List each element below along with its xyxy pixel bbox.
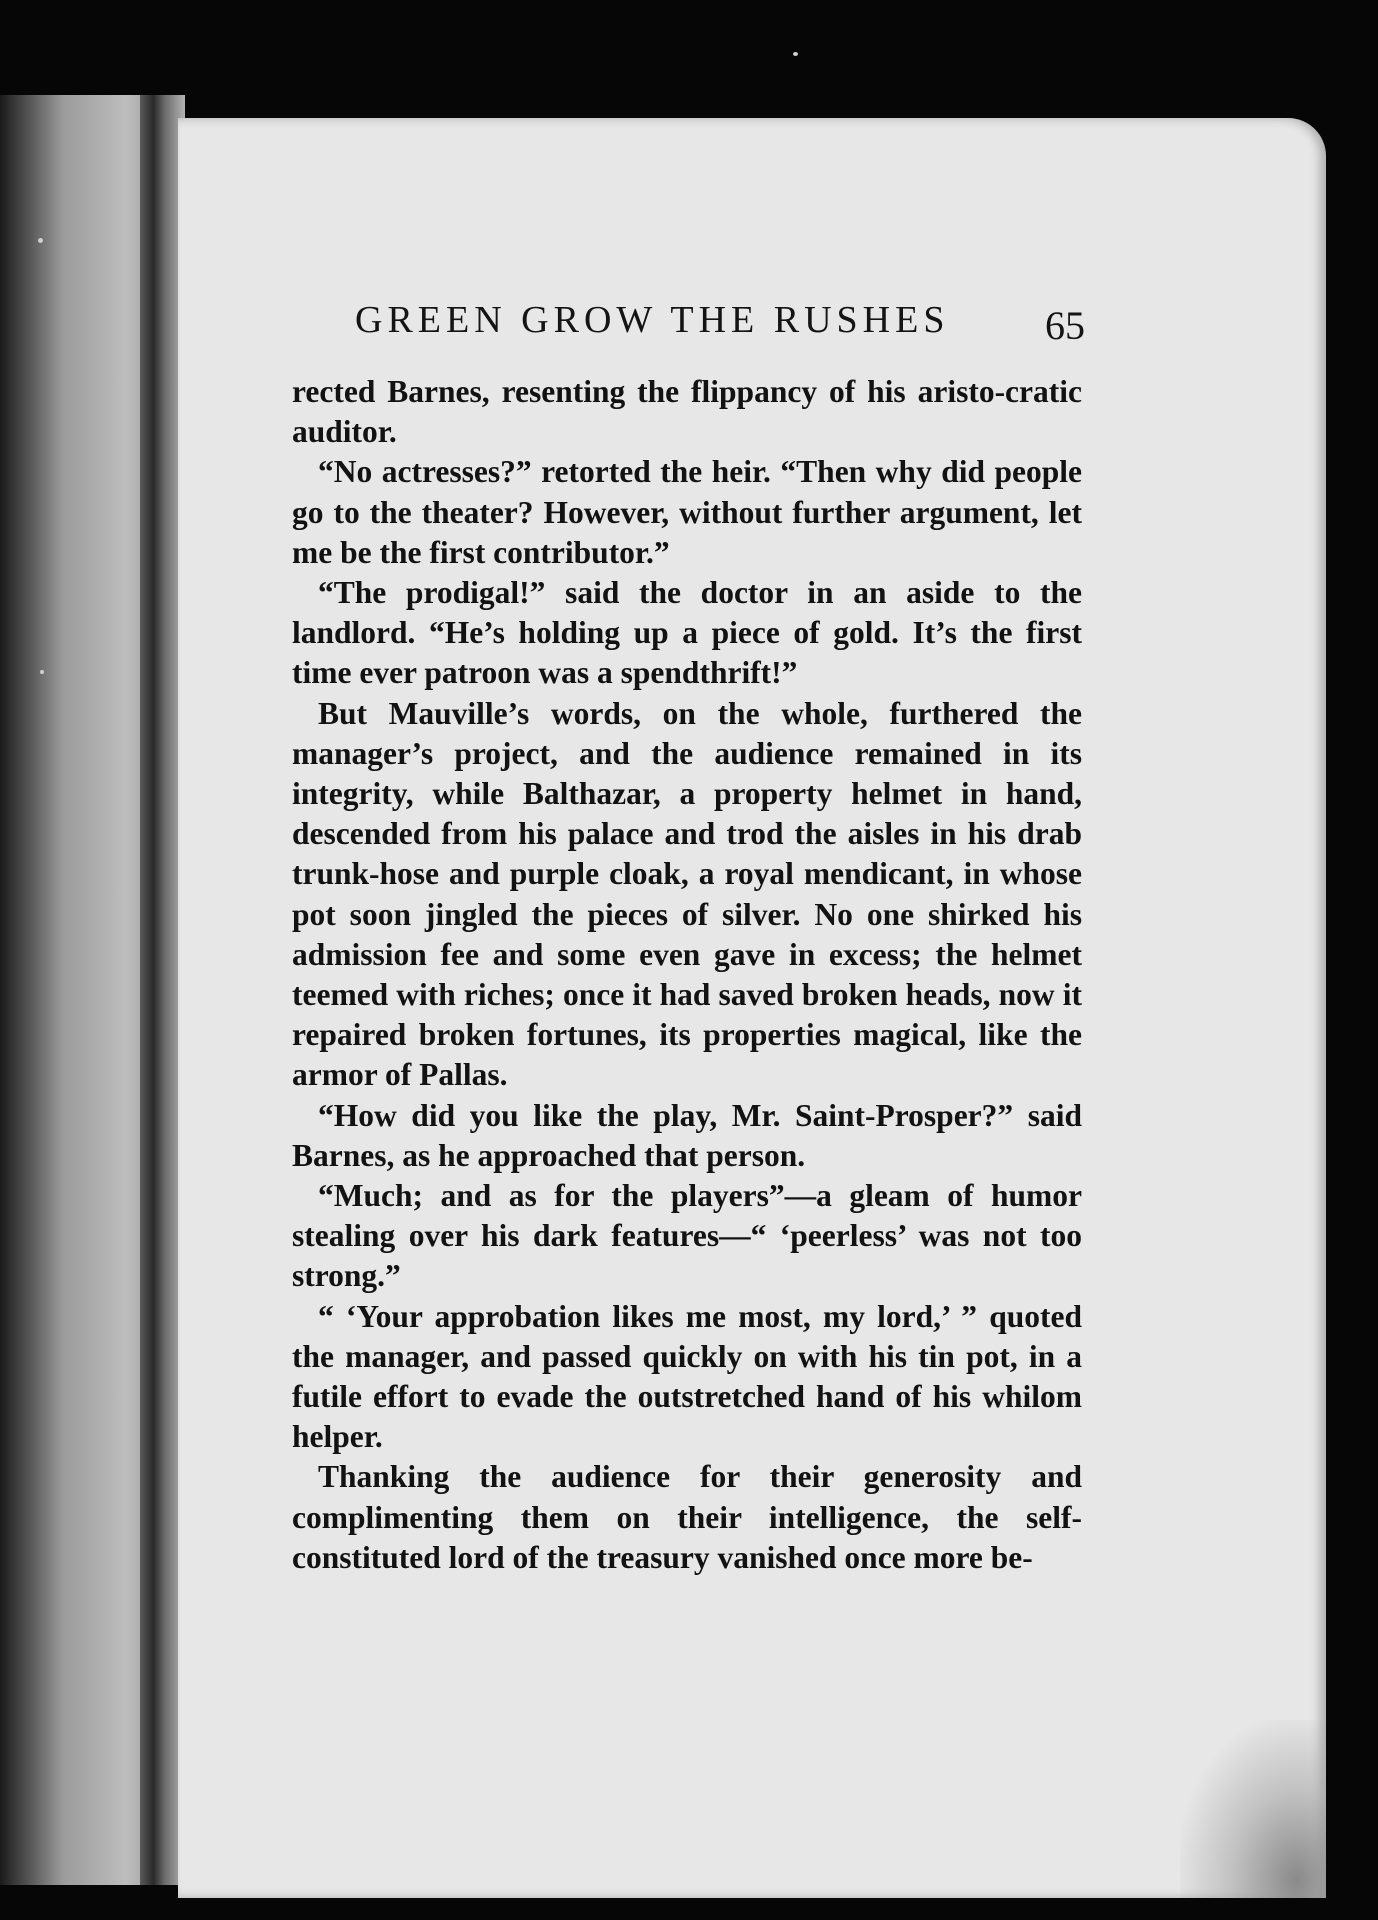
scan-speck [38,238,43,243]
paragraph: “No actresses?” retorted the heir. “Then why did people go to the theater? However, without further argument, let me be the first contributor.” [292,454,1082,570]
paragraph: “Much; and as for the players”—a gleam of humor stealing over his dark features—“ ‘peerless’ was not too strong.” [292,1178,1082,1294]
paragraph: But Mauville’s words, on the whole, furthered the manager’s project, and the audience remained in its integrity, while Balthazar, a property helmet in hand, descended from his palace and trod the aisles in his drab trunk-hose and purple cloak, a royal mendicant, in whose pot soon jingled the pieces of silver. No one shirked his admission fee and some even gave in excess; the helmet teemed with riches; once it had saved broken heads, now it repaired broken fortunes, its properties magical, like the armor of Pallas. [292,695,1082,1093]
paragraph: “How did you like the play, Mr. Saint-Prosper?” said Barnes, as he approached that person. [292,1097,1082,1173]
page-number: 65 [1045,303,1085,348]
page-corner-wear [1180,1720,1326,1898]
running-head [355,298,1095,358]
paragraph: Thanking the audience for their generosity and complimenting them on their intelligence, the self-constituted lord of the treasury vanished once more be- [292,1459,1082,1575]
paragraph: “The prodigal!” said the doctor in an aside to the landlord. “He’s holding up a piece of gold. It’s the first time ever patroon was a spendthrift!” [292,575,1082,691]
body-text [292,372,1082,1578]
running-head-title: GREEN GROW THE RUSHES [355,299,950,341]
scan-speck [793,52,798,56]
scan-speck [40,670,44,674]
paragraph: rected Barnes, resenting the flippancy of his aristo-cratic auditor. [292,374,1082,450]
paragraph: “ ‘Your approbation likes me most, my lord,’ ” quoted the manager, and passed quickly on with his tin pot, in a futile effort to evade the outstretched hand of his whilom helper. [292,1298,1082,1455]
